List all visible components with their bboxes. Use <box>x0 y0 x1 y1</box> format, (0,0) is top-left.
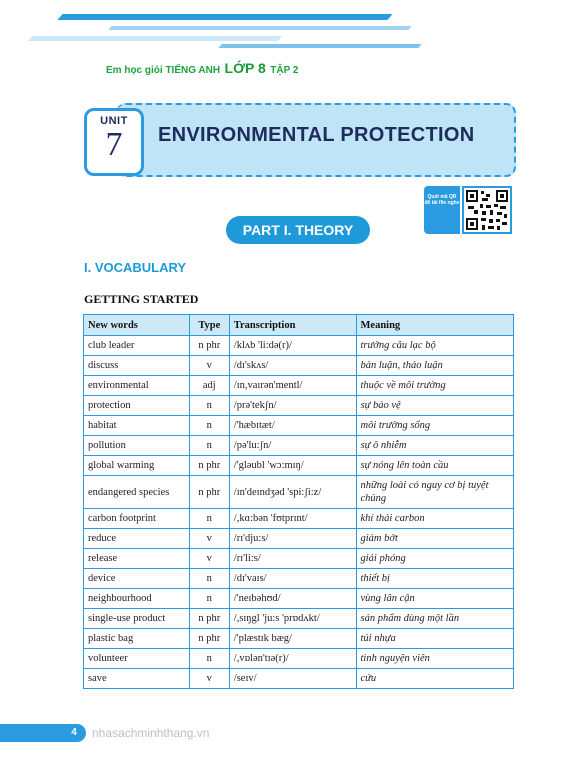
cell-meaning: môi trường sống <box>356 416 513 436</box>
section-title: I. VOCABULARY <box>84 260 187 275</box>
cell-type: n <box>189 436 229 456</box>
table-row <box>84 376 514 396</box>
column-header-type: Type <box>189 315 229 336</box>
cell-transcription: /'hæbɪtæt/ <box>229 416 356 436</box>
table-row <box>84 509 514 529</box>
table-row <box>84 629 514 649</box>
table-row <box>84 336 514 356</box>
cell-meaning: khí thải carbon <box>356 509 513 529</box>
cell-meaning: những loài có nguy cơ bị tuyệt chủng <box>356 476 513 509</box>
decorative-stripe <box>218 44 421 48</box>
cell-transcription: /prə'tekʃn/ <box>229 396 356 416</box>
cell-word: save <box>84 669 190 689</box>
cell-word: volunteer <box>84 649 190 669</box>
table-row <box>84 416 514 436</box>
cell-meaning: giảm bớt <box>356 529 513 549</box>
cell-transcription: /'plæstɪk bæg/ <box>229 629 356 649</box>
cell-transcription: /'neɪbəhʊd/ <box>229 589 356 609</box>
cell-type: v <box>189 669 229 689</box>
cell-transcription: /seɪv/ <box>229 669 356 689</box>
publisher-website[interactable]: nhasachminhthang.vn <box>92 726 210 740</box>
cell-word: global warming <box>84 456 190 476</box>
table-row <box>84 356 514 376</box>
table-row <box>84 436 514 456</box>
cell-transcription: /,sɪŋgl 'ju:s 'prɒdʌkt/ <box>229 609 356 629</box>
table-row <box>84 476 514 509</box>
cell-transcription: /'gləubl 'wɔ:mɪŋ/ <box>229 456 356 476</box>
cell-meaning: sản phẩm dùng một lần <box>356 609 513 629</box>
page-number: 4 <box>71 727 77 738</box>
cell-meaning: cứu <box>356 669 513 689</box>
column-header-transcription: Transcription <box>229 315 356 336</box>
cell-word: environmental <box>84 376 190 396</box>
volume-label: TẬP 2 <box>270 65 299 76</box>
cell-meaning: vùng lân cận <box>356 589 513 609</box>
cell-meaning: tình nguyện viên <box>356 649 513 669</box>
table-row <box>84 396 514 416</box>
cell-type: adj <box>189 376 229 396</box>
unit-word: UNIT <box>100 115 128 127</box>
decorative-stripe <box>108 26 411 30</box>
decorative-stripe <box>28 36 282 41</box>
cell-type: n <box>189 396 229 416</box>
qr-download[interactable] <box>424 186 514 234</box>
cell-meaning: giải phóng <box>356 549 513 569</box>
cell-meaning: sự ô nhiễm <box>356 436 513 456</box>
table-row <box>84 649 514 669</box>
table-row <box>84 669 514 689</box>
cell-type: n phr <box>189 456 229 476</box>
table-row <box>84 549 514 569</box>
cell-word: protection <box>84 396 190 416</box>
cell-word: reduce <box>84 529 190 549</box>
table-row <box>84 569 514 589</box>
cell-transcription: /klʌb 'li:də(r)/ <box>229 336 356 356</box>
cell-word: carbon footprint <box>84 509 190 529</box>
part-title: PART I. THEORY <box>226 216 370 244</box>
table-row <box>84 529 514 549</box>
cell-meaning: sự bảo vệ <box>356 396 513 416</box>
cell-word: release <box>84 549 190 569</box>
cell-word: endangered species <box>84 476 190 509</box>
cell-type: n phr <box>189 609 229 629</box>
table-row <box>84 609 514 629</box>
table-row <box>84 589 514 609</box>
cell-meaning: bàn luận, thảo luận <box>356 356 513 376</box>
cell-meaning: thuộc về môi trường <box>356 376 513 396</box>
cell-transcription: /ɪn,vaɪrən'mentl/ <box>229 376 356 396</box>
cell-type: n <box>189 649 229 669</box>
table-row <box>84 456 514 476</box>
cell-meaning: sự nóng lên toàn cầu <box>356 456 513 476</box>
book-header <box>106 60 298 78</box>
cell-transcription: /,vɒlən'tɪə(r)/ <box>229 649 356 669</box>
qr-pattern <box>464 188 510 232</box>
cell-word: pollution <box>84 436 190 456</box>
cell-meaning: trưởng câu lạc bộ <box>356 336 513 356</box>
series-prefix: Em học giỏi TIẾNG ANH <box>106 65 221 76</box>
cell-type: n <box>189 569 229 589</box>
cell-type: v <box>189 356 229 376</box>
cell-type: n <box>189 416 229 436</box>
cell-word: neighbourhood <box>84 589 190 609</box>
column-header-meaning: Meaning <box>356 315 513 336</box>
qr-code-icon <box>462 186 512 234</box>
cell-meaning: thiết bị <box>356 569 513 589</box>
cell-word: device <box>84 569 190 589</box>
cell-word: habitat <box>84 416 190 436</box>
vocabulary-table <box>83 314 514 689</box>
column-header-word: New words <box>84 315 190 336</box>
qr-label: Quét mã QR để tải file nghe <box>424 186 460 234</box>
cell-transcription: /pə'lu:ʃn/ <box>229 436 356 456</box>
cell-type: n phr <box>189 476 229 509</box>
cell-type: n phr <box>189 629 229 649</box>
cell-transcription: /rɪ'dju:s/ <box>229 529 356 549</box>
cell-transcription: /dɪ'skʌs/ <box>229 356 356 376</box>
unit-badge <box>84 108 144 176</box>
decorative-stripe <box>57 14 392 20</box>
cell-word: club leader <box>84 336 190 356</box>
cell-type: n <box>189 589 229 609</box>
cell-word: discuss <box>84 356 190 376</box>
cell-transcription: /ɪn'deɪndʒəd 'spi:ʃi:z/ <box>229 476 356 509</box>
cell-type: n <box>189 509 229 529</box>
cell-word: plastic bag <box>84 629 190 649</box>
unit-title: ENVIRONMENTAL PROTECTION <box>158 124 475 146</box>
subsection-title: GETTING STARTED <box>84 292 199 306</box>
cell-type: v <box>189 529 229 549</box>
cell-type: v <box>189 549 229 569</box>
cell-type: n phr <box>189 336 229 356</box>
cell-word: single-use product <box>84 609 190 629</box>
table-header-row <box>84 315 514 336</box>
unit-number: 7 <box>105 126 123 163</box>
cell-transcription: /rɪ'li:s/ <box>229 549 356 569</box>
cell-meaning: túi nhựa <box>356 629 513 649</box>
grade-label: LỚP 8 <box>224 60 266 76</box>
cell-transcription: /dɪ'vaɪs/ <box>229 569 356 589</box>
cell-transcription: /,kɑ:bən 'fʊtprɪnt/ <box>229 509 356 529</box>
